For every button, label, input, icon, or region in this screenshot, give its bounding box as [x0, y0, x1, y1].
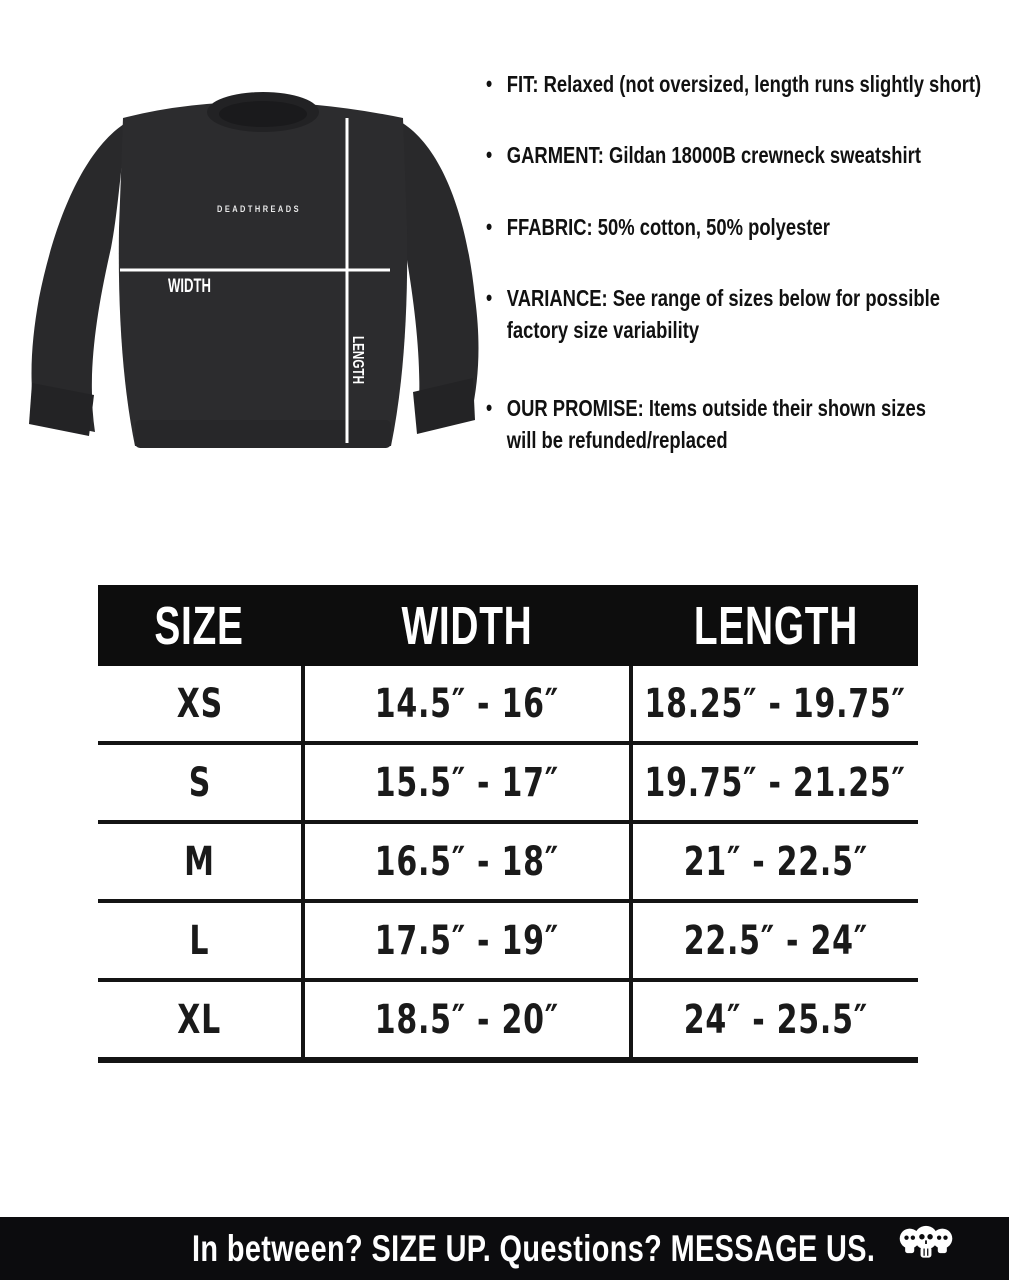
detail-text: FFABRIC: 50% cotton, 50% polyester — [506, 214, 830, 240]
detail-text: factory size variability — [506, 317, 700, 343]
table-row-xl — [98, 982, 918, 1063]
size-cell — [98, 982, 301, 1057]
sweatshirt-product-image — [15, 78, 480, 463]
product-details-list — [486, 68, 998, 456]
size-cell — [98, 903, 301, 978]
length-value: 19.75″ - 21.25″ — [644, 759, 907, 806]
triple-skull-icon — [897, 1221, 955, 1267]
detail-text: VARIANCE: See range of sizes below for possible — [506, 285, 940, 311]
length-value: 18.25″ - 19.75″ — [644, 680, 907, 727]
detail-text: FIT: Relaxed (not oversized, length runs slightly short) — [506, 71, 982, 97]
detail-item-fit — [486, 68, 998, 100]
bullet-icon: • — [486, 214, 493, 239]
bullet-icon: • — [486, 395, 493, 420]
size-value: XL — [177, 996, 222, 1043]
table-row-m — [98, 824, 918, 903]
size-value: S — [188, 759, 211, 806]
width-measure-label: WIDTH — [168, 276, 211, 297]
table-row-l — [98, 903, 918, 982]
length-cell — [633, 745, 918, 820]
width-cell — [301, 903, 633, 978]
detail-item-garment — [486, 139, 998, 171]
length-measure-label: LENGTH — [349, 336, 366, 402]
footer-bar — [0, 1217, 1009, 1280]
length-cell — [633, 903, 918, 978]
width-cell — [301, 666, 633, 741]
width-cell — [301, 745, 633, 820]
header-cell-width — [301, 585, 633, 666]
length-value: 22.5″ - 24″ — [683, 917, 868, 964]
width-value: 17.5″ - 19″ — [374, 917, 560, 964]
size-cell — [98, 666, 301, 741]
detail-text: OUR PROMISE: Items outside their shown sizes — [506, 395, 926, 421]
table-row-s — [98, 745, 918, 824]
left-sleeve — [32, 122, 127, 432]
size-table-header — [98, 585, 918, 666]
bullet-icon: • — [486, 142, 493, 167]
length-cell — [633, 982, 918, 1057]
header-label: SIZE — [154, 595, 245, 656]
detail-item-promise — [486, 392, 998, 456]
length-cell — [633, 824, 918, 899]
bullet-icon: • — [486, 71, 493, 96]
size-cell — [98, 824, 301, 899]
size-value: XS — [176, 680, 223, 727]
width-cell — [301, 824, 633, 899]
detail-item-fabric — [486, 211, 998, 243]
detail-item-variance — [486, 282, 998, 346]
header-cell-size — [98, 585, 301, 666]
brand-print: DEADTHREADS — [217, 204, 301, 214]
size-table — [98, 585, 918, 1063]
length-cell — [633, 666, 918, 741]
size-value: M — [184, 838, 215, 885]
size-value: L — [189, 917, 210, 964]
detail-text: GARMENT: Gildan 18000B crewneck sweatshirt — [506, 142, 921, 168]
width-value: 16.5″ - 18″ — [374, 838, 560, 885]
footer-message: In between? SIZE UP. Questions? MESSAGE US. — [192, 1228, 876, 1269]
hem-band — [135, 420, 391, 448]
length-value: 21″ - 22.5″ — [683, 838, 868, 885]
header-cell-length — [633, 585, 918, 666]
torso — [119, 102, 407, 446]
width-value: 14.5″ - 16″ — [374, 680, 560, 727]
width-cell — [301, 982, 633, 1057]
detail-text: will be refunded/replaced — [506, 427, 728, 453]
table-row-xs — [98, 666, 918, 745]
size-cell — [98, 745, 301, 820]
header-label: LENGTH — [693, 595, 858, 656]
header-label: WIDTH — [401, 595, 533, 656]
collar-opening — [219, 101, 307, 127]
length-value: 24″ - 25.5″ — [683, 996, 868, 1043]
width-value: 15.5″ - 17″ — [374, 759, 560, 806]
width-value: 18.5″ - 20″ — [374, 996, 560, 1043]
bullet-icon: • — [486, 285, 493, 310]
